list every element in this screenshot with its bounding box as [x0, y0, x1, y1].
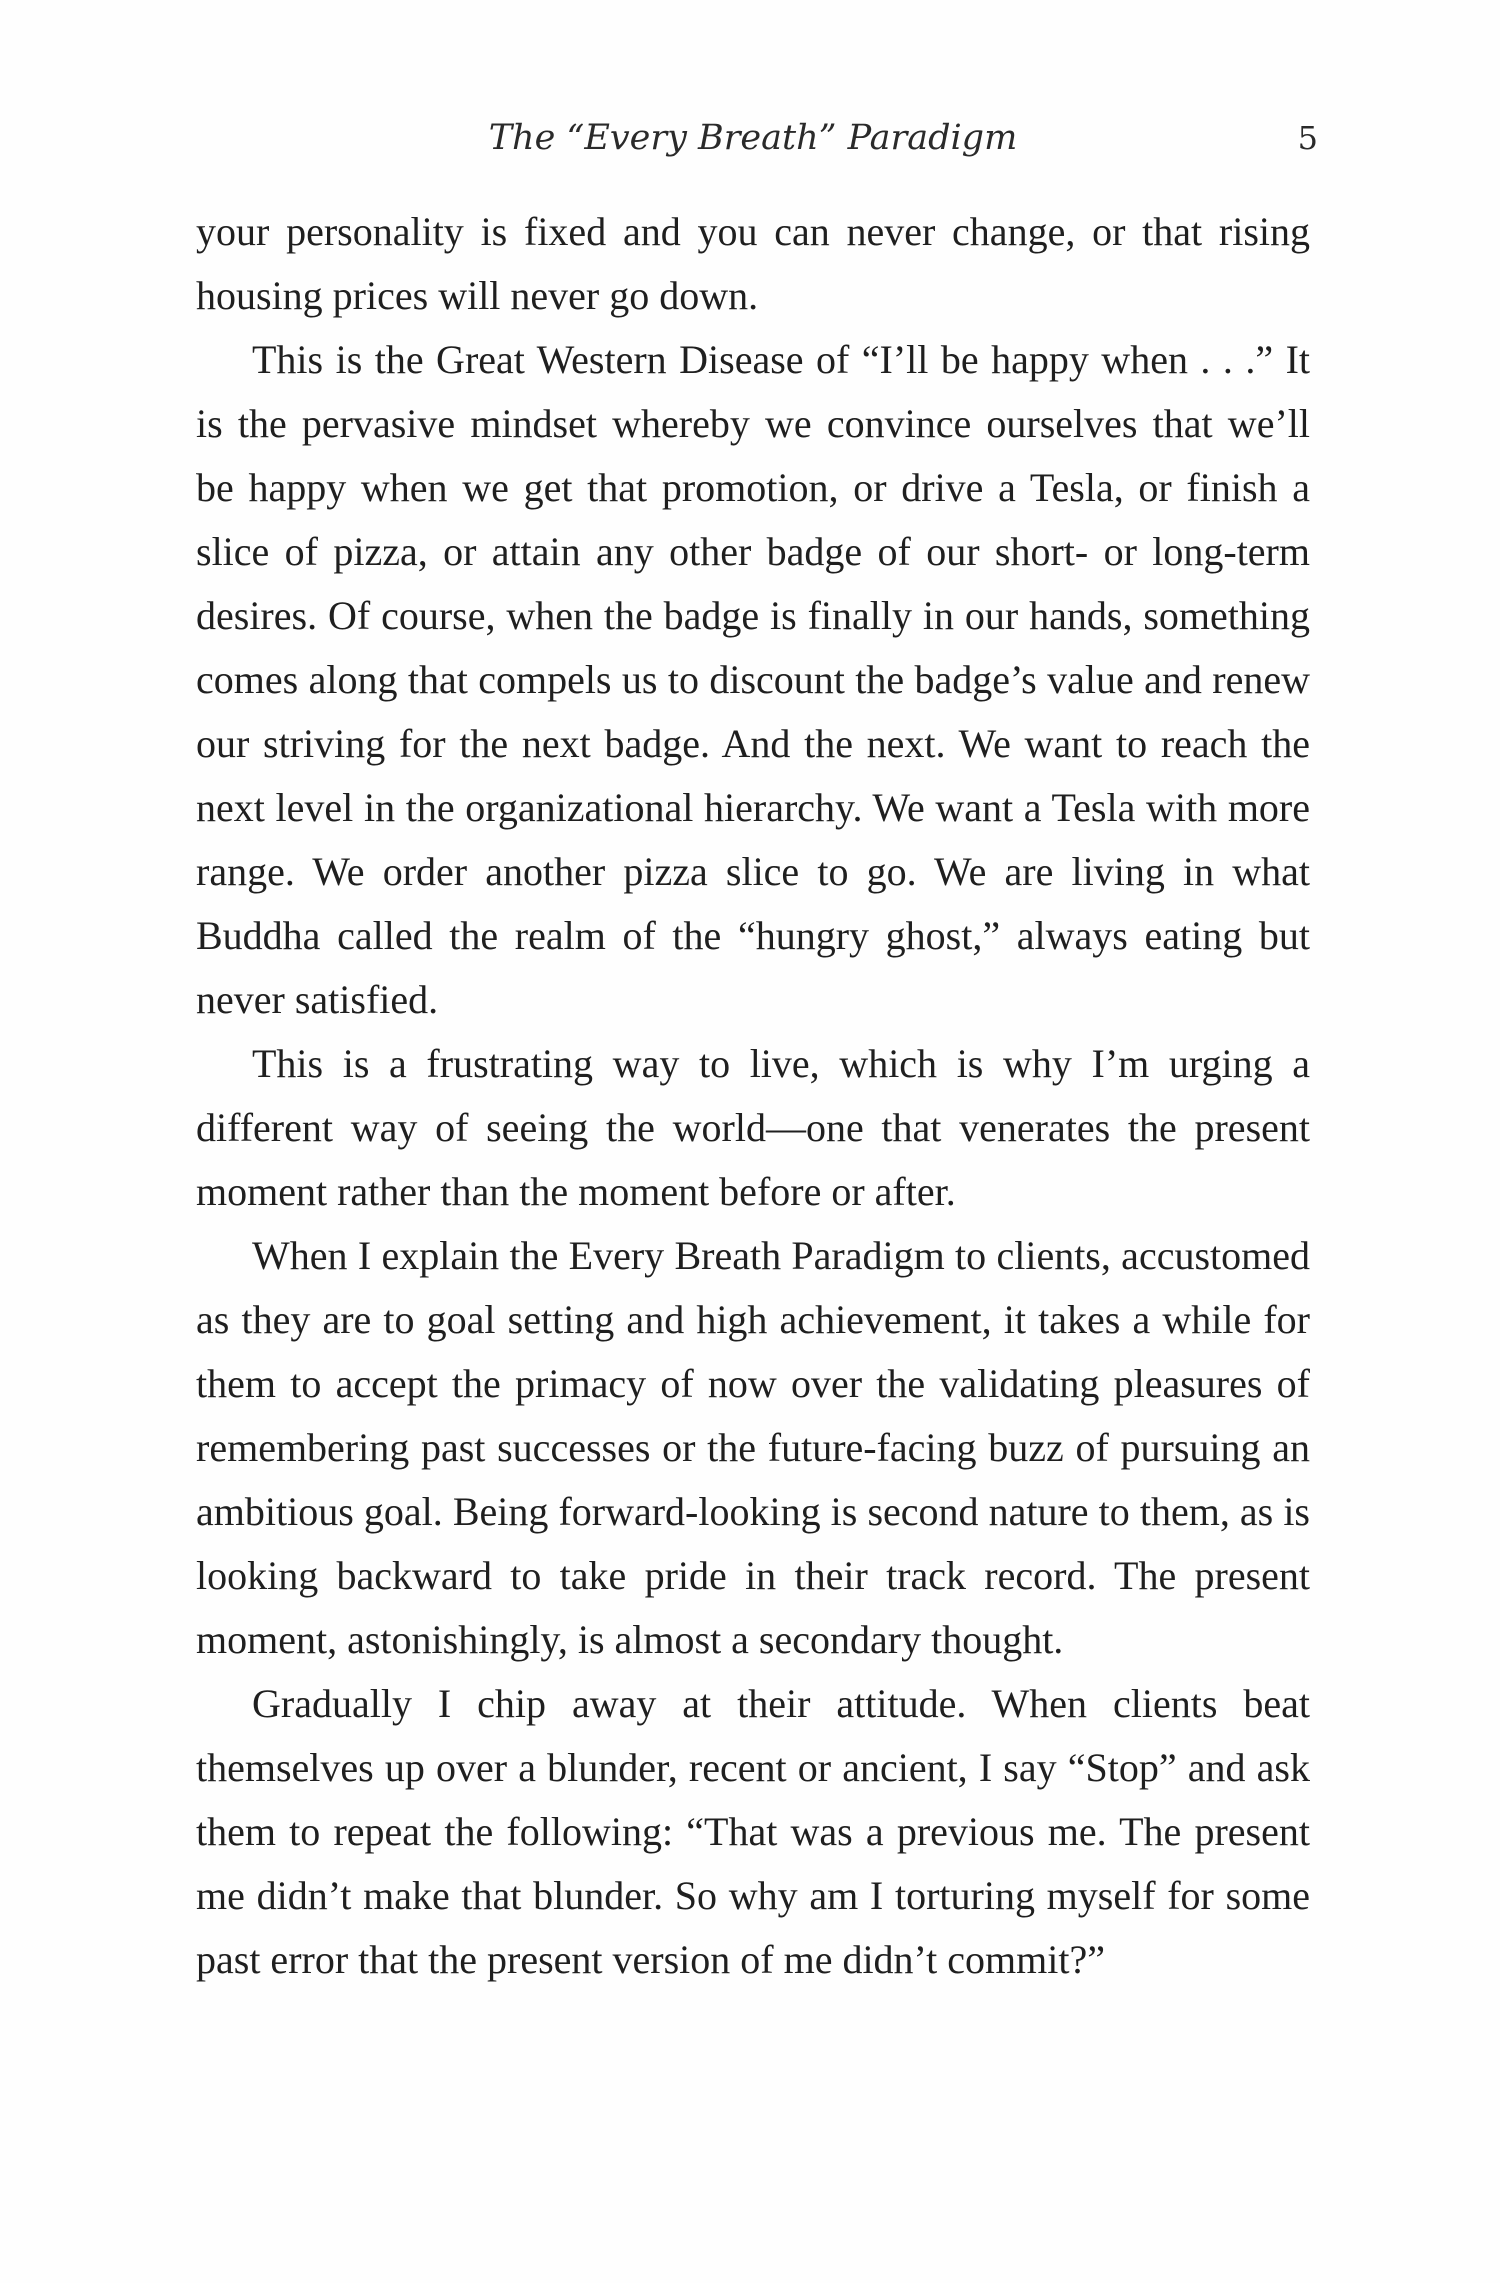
paragraph-4: When I explain the Every Breath Paradigm to clients, accustomed as they are to goal setting and high achievement, it takes a while for them to accept the primacy of now over the validating pleasures of remembering past successes or the future-facing buzz of pursuing an ambitious goal. Being forward-looking is second nature to them, as is looking backward to take pride in their track record. The present moment, astonishingly, is almost a secondary thought. — [196, 1233, 1310, 1662]
running-title: The “Every Breath” Paradigm — [488, 118, 1018, 158]
paragraph-3: This is a frustrating way to live, which is why I’m urging a different way of seeing the world—one that venerates the present moment rather than the moment before or after. — [196, 1041, 1310, 1214]
page-number: 5 — [1297, 119, 1318, 157]
running-head — [196, 108, 1318, 168]
paragraph-5: Gradually I chip away at their attitude. When clients beat themselves up over a blunder, recent or ancient, I say “Stop” and ask them to repeat the following: “That was a previous me. The present me didn’t make that blunder. So why am I torturing myself for some past error that the present version of me didn’t commit?” — [196, 1681, 1310, 1982]
paragraph-1: your personality is fixed and you can never change, or that rising housing prices will never go down. — [196, 209, 1310, 318]
paragraph-2: This is the Great Western Disease of “I’ll be happy when . . .” It is the pervasive mindset whereby we convince ourselves that we’ll be happy when we get that promotion, or drive a Tesla, or finish a slice of pizza, or attain any other badge of our short- or long-term desires. Of course, when the badge is finally in our hands, something comes along that compels us to discount the badge’s value and renew our striving for the next badge. And the next. We want to reach the next level in the organizational hierarchy. We want a Tesla with more range. We order another pizza slice to go. We are living in what Buddha called the realm of the “hungry ghost,” always eating but never satisfied. — [196, 337, 1310, 1022]
body-text — [196, 200, 1310, 1992]
